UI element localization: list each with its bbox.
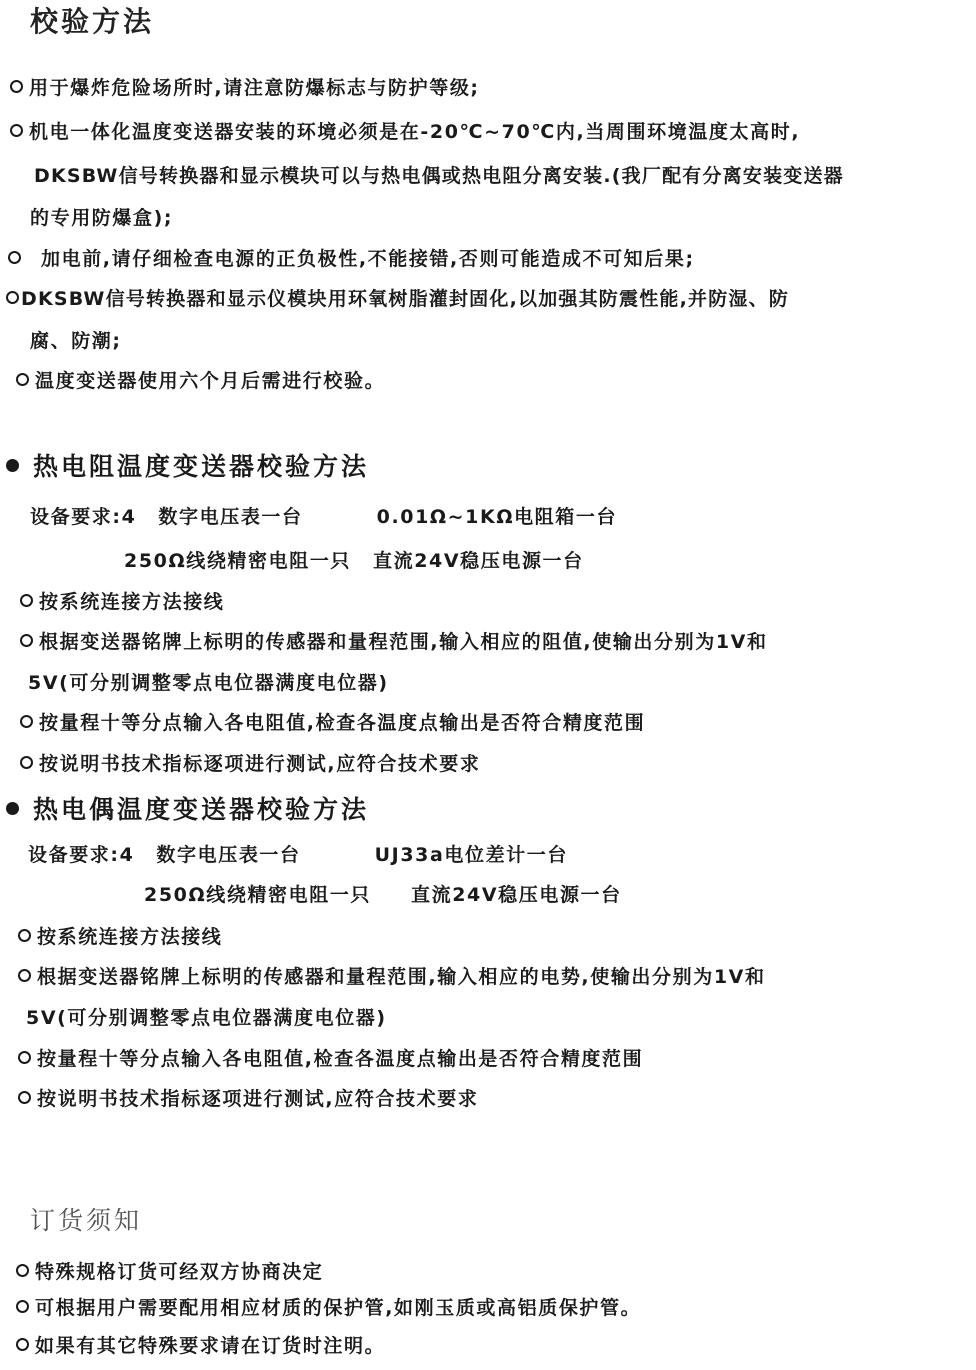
open-circle-icon xyxy=(16,373,29,386)
list-item: 按说明书技术指标逐项进行测试,应符合技术要求 xyxy=(18,1090,478,1109)
list-item: 特殊规格订货可经双方协商决定 xyxy=(16,1263,323,1282)
open-circle-icon xyxy=(16,1338,29,1351)
list-item: 可根据用户需要配用相应材质的保护管,如刚玉质或高铝质保护管。 xyxy=(16,1299,641,1318)
list-item: 用于爆炸危险场所时,请注意防爆标志与防护等级; xyxy=(10,79,480,98)
section-title-thermocouple: 热电偶温度变送器校验方法 xyxy=(6,797,369,822)
open-circle-icon xyxy=(16,1300,29,1313)
list-item: 如果有其它特殊要求请在订货时注明。 xyxy=(16,1337,385,1356)
equipment-line: 设备要求:4 数字电压表一台 0.01Ω~1KΩ电阻箱一台 xyxy=(30,506,618,528)
open-circle-icon xyxy=(10,80,23,93)
list-item-continuation: 的专用防爆盒); xyxy=(30,207,174,229)
list-item: 按量程十等分点输入各电阻值,检查各温度点输出是否符合精度范围 xyxy=(18,1050,643,1069)
list-item: 根据变送器铭牌上标明的传感器和量程范围,输入相应的阻值,使输出分别为1V和 xyxy=(20,633,768,652)
open-circle-icon xyxy=(20,634,33,647)
open-circle-icon xyxy=(18,969,31,982)
equipment-line: 250Ω线绕精密电阻一只 直流24V稳压电源一台 xyxy=(144,884,622,906)
open-circle-icon xyxy=(20,715,33,728)
filled-circle-icon xyxy=(6,459,19,472)
section-title-calibration: 校验方法 xyxy=(30,5,155,38)
equipment-line: 设备要求:4 数字电压表一台 UJ33a电位差计一台 xyxy=(28,844,568,866)
list-item: 按量程十等分点输入各电阻值,检查各温度点输出是否符合精度范围 xyxy=(20,714,645,733)
equipment-line: 250Ω线绕精密电阻一只 直流24V稳压电源一台 xyxy=(124,550,584,572)
open-circle-icon xyxy=(18,1091,31,1104)
open-circle-icon xyxy=(20,594,33,607)
list-item: 机电一体化温度变送器安装的环境必须是在-20℃~70℃内,当周围环境温度太高时, xyxy=(10,123,800,142)
open-circle-icon xyxy=(10,124,23,137)
list-item-continuation: 腐、防潮; xyxy=(30,330,122,352)
filled-circle-icon xyxy=(6,802,19,815)
list-item-continuation: 5V(可分别调整零点电位器满度电位器) xyxy=(26,1007,387,1029)
list-item: DKSBW信号转换器和显示仪模块用环氧树脂灌封固化,以加强其防震性能,并防湿、防 xyxy=(6,290,789,309)
section-title-rtd: 热电阻温度变送器校验方法 xyxy=(6,454,369,479)
list-item: 加电前,请仔细检查电源的正负极性,不能接错,否则可能造成不可知后果; xyxy=(8,250,695,269)
list-item: 温度变送器使用六个月后需进行校验。 xyxy=(16,372,385,391)
open-circle-icon xyxy=(18,1051,31,1064)
open-circle-icon xyxy=(8,251,21,264)
list-item: 根据变送器铭牌上标明的传感器和量程范围,输入相应的电势,使输出分别为1V和 xyxy=(18,968,766,987)
list-item: 按系统连接方法接线 xyxy=(18,928,222,947)
list-item: 按系统连接方法接线 xyxy=(20,593,224,612)
open-circle-icon xyxy=(18,929,31,942)
open-circle-icon xyxy=(16,1264,29,1277)
list-item-continuation: DKSBW信号转换器和显示模块可以与热电偶或热电阻分离安装.(我厂配有分离安装变送器 xyxy=(34,165,844,187)
list-item-continuation: 5V(可分别调整零点电位器满度电位器) xyxy=(28,672,389,694)
list-item: 按说明书技术指标逐项进行测试,应符合技术要求 xyxy=(20,755,480,774)
open-circle-icon xyxy=(20,756,33,769)
open-circle-icon xyxy=(6,291,19,304)
section-title-ordering: 订货须知 xyxy=(30,1206,143,1235)
